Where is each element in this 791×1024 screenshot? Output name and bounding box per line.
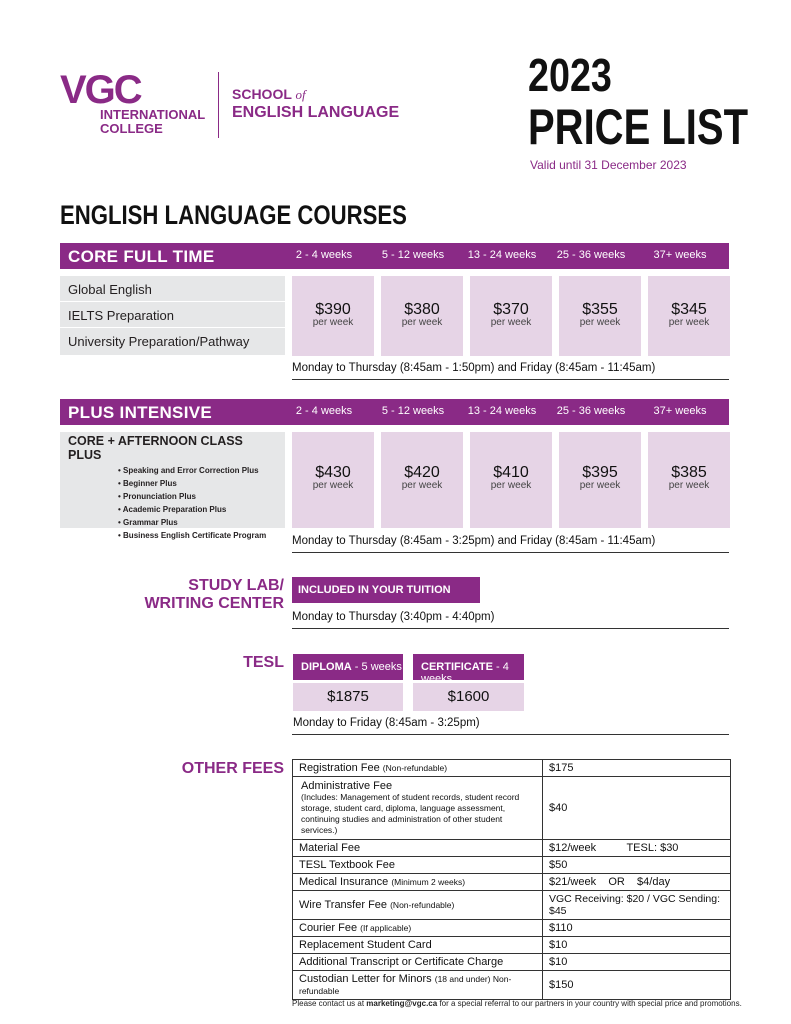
table-row: Additional Transcript or Certificate Charge $10 (293, 954, 731, 971)
price-list-title: PRICE LIST (528, 99, 749, 155)
price-amount: $410 (493, 464, 529, 481)
plus-price-cell (381, 432, 463, 528)
plus-heading: CORE + AFTERNOON CLASS PLUS (68, 434, 243, 462)
table-row: Administrative Fee (Includes: Management of student records, student record storage, student card, diploma, language assessment, continuing studies and administration of other student services.) $40 (293, 777, 731, 840)
footer-note: Please contact us at marketing@vgc.ca for a special referral to our partners in your country with special price and promotions. (292, 999, 742, 1008)
contact-email-link[interactable]: marketing@vgc.ca (366, 999, 438, 1008)
table-row: Custodian Letter for Minors (18 and under) Non-refundable $150 (293, 971, 731, 1000)
price-amount: $380 (404, 301, 440, 318)
section-title: ENGLISH LANGUAGE COURSES (60, 200, 407, 230)
other-fees-label: OTHER FEES (181, 760, 284, 777)
logo-divider (218, 72, 219, 138)
plus-item-list (68, 464, 277, 542)
tesl-certificate-price: $1600 (413, 683, 524, 711)
course-item: University Preparation/Pathway (60, 328, 285, 356)
list-item: • Business English Certificate Program (118, 531, 267, 540)
study-lab-label-line2: WRITING CENTER (144, 595, 284, 612)
price-unit: per week (668, 317, 710, 328)
price-unit: per week (401, 317, 443, 328)
col-header: 37+ weeks (653, 405, 707, 417)
price-amount: $355 (582, 301, 618, 318)
tesl-diploma-header: DIPLOMA - 5 weeks (293, 654, 403, 680)
table-row: Registration Fee (Non-refundable) $175 (293, 760, 731, 777)
plus-price-cell (648, 432, 730, 528)
tesl-schedule: Monday to Friday (8:45am - 3:25pm) (293, 717, 480, 729)
table-row: Material Fee $12/week TESL: $30 (293, 840, 731, 857)
price-unit: per week (312, 317, 354, 328)
price-amount: $385 (671, 464, 707, 481)
price-unit: per week (490, 480, 532, 491)
plus-price-cell (559, 432, 641, 528)
col-header: 13 - 24 weeks (467, 405, 537, 417)
table-row: Wire Transfer Fee (Non-refundable) VGC Receiving: $20 / VGC Sending: $45 (293, 891, 731, 920)
list-item: • Grammar Plus (118, 518, 178, 527)
price-unit: per week (668, 480, 710, 491)
core-price-cell (470, 276, 552, 356)
valid-until: Valid until 31 December 2023 (530, 158, 687, 172)
study-lab-label (100, 577, 284, 613)
core-price-cell (292, 276, 374, 356)
included-badge: INCLUDED IN YOUR TUITION (292, 577, 480, 603)
logo-subtitle (100, 108, 205, 136)
price-list-year: 2023 (528, 49, 612, 101)
col-header: 37+ weeks (653, 249, 707, 261)
price-unit: per week (312, 480, 354, 491)
table-row: Courier Fee (If applicable) $110 (293, 920, 731, 937)
other-fees-table (292, 759, 731, 1000)
price-amount: $430 (315, 464, 351, 481)
plus-price-cell (470, 432, 552, 528)
price-unit: per week (401, 480, 443, 491)
divider (292, 552, 729, 553)
plus-schedule: Monday to Thursday (8:45am - 3:25pm) and Friday (8:45am - 11:45am) (292, 535, 656, 547)
col-header: 5 - 12 weeks (381, 249, 445, 261)
price-amount: $395 (582, 464, 618, 481)
study-lab-schedule: Monday to Thursday (3:40pm - 4:40pm) (292, 611, 495, 623)
col-header: 13 - 24 weeks (467, 249, 537, 261)
plus-title: PLUS INTENSIVE (68, 403, 213, 422)
course-item: IELTS Preparation (60, 302, 285, 328)
tesl-certificate-header: CERTIFICATE - 4 weeks (413, 654, 524, 680)
core-price-cell (381, 276, 463, 356)
table-row: Medical Insurance (Minimum 2 weeks) $21/week OR $4/day (293, 874, 731, 891)
divider (292, 379, 729, 380)
tesl-diploma-price: $1875 (293, 683, 403, 711)
price-amount: $370 (493, 301, 529, 318)
tesl-label: TESL (243, 654, 284, 671)
core-title: CORE FULL TIME (68, 247, 215, 266)
col-header: 5 - 12 weeks (381, 405, 445, 417)
col-header: 25 - 36 weeks (556, 249, 626, 261)
list-item: • Beginner Plus (118, 479, 177, 488)
price-amount: $390 (315, 301, 351, 318)
core-price-cell (559, 276, 641, 356)
core-course-list (60, 276, 285, 356)
school-name-line2: ENGLISH LANGUAGE (232, 104, 400, 121)
plus-price-cell (292, 432, 374, 528)
col-header: 2 - 4 weeks (295, 405, 353, 417)
school-name-line1: SCHOOL of (232, 86, 306, 102)
col-header: 2 - 4 weeks (295, 249, 353, 261)
table-row: TESL Textbook Fee $50 (293, 857, 731, 874)
list-item: • Pronunciation Plus (118, 492, 196, 501)
divider (292, 628, 729, 629)
study-lab-label-line1: STUDY LAB/ (188, 577, 284, 594)
tesl-diploma (293, 654, 403, 711)
core-price-cell (648, 276, 730, 356)
price-unit: per week (579, 480, 621, 491)
vgc-logo: VGC (60, 68, 141, 112)
course-item: Global English (60, 276, 285, 302)
plus-header-bar (60, 399, 729, 425)
tesl-certificate (413, 654, 524, 711)
col-header: 25 - 36 weeks (556, 405, 626, 417)
list-item: • Speaking and Error Correction Plus (118, 466, 259, 475)
table-row: Replacement Student Card $10 (293, 937, 731, 954)
core-header-bar (60, 243, 729, 269)
core-schedule: Monday to Thursday (8:45am - 1:50pm) and Friday (8:45am - 11:45am) (292, 362, 656, 374)
plus-course-box (60, 432, 285, 540)
logo-sub-line1: INTERNATIONAL (100, 107, 206, 122)
price-amount: $345 (671, 301, 707, 318)
list-item: • Academic Preparation Plus (118, 505, 227, 514)
logo-sub-line2: COLLEGE (100, 121, 163, 136)
price-amount: $420 (404, 464, 440, 481)
price-unit: per week (490, 317, 532, 328)
divider (292, 734, 729, 735)
price-unit: per week (579, 317, 621, 328)
